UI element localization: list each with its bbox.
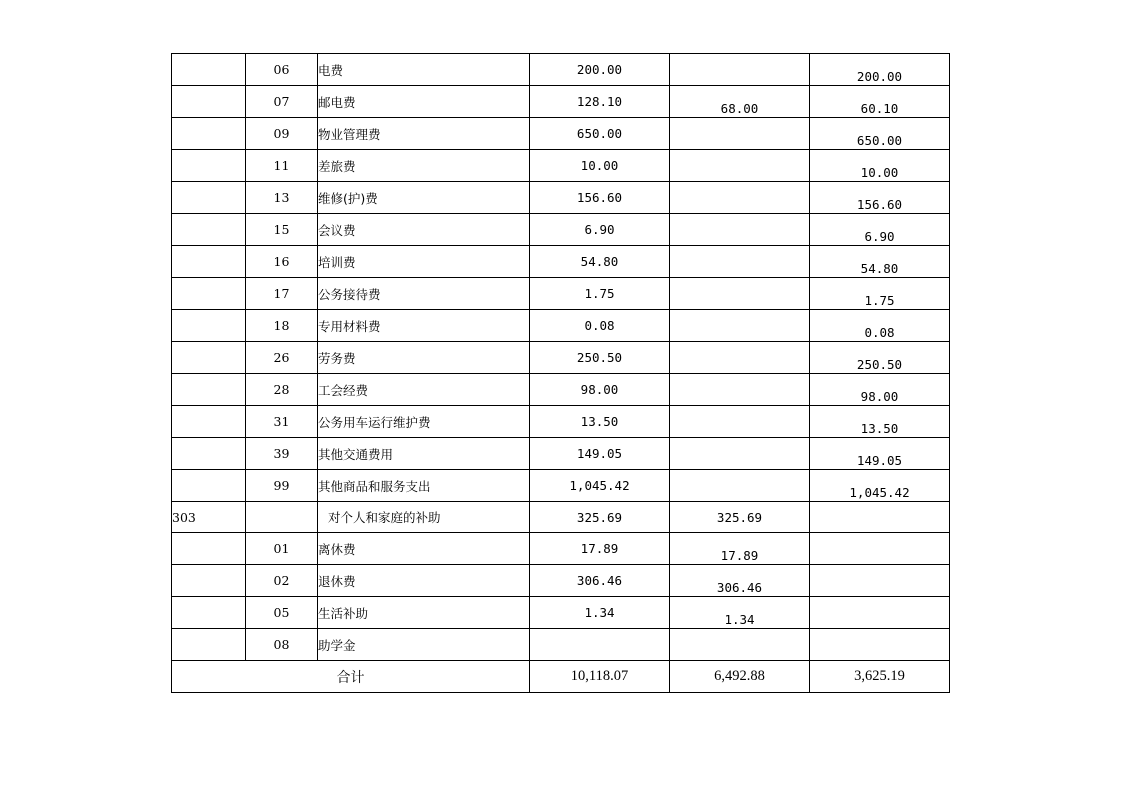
item-code-cell: 28 bbox=[246, 374, 318, 406]
basic-amount-cell bbox=[670, 342, 810, 374]
project-amount-cell bbox=[810, 629, 950, 661]
basic-amount-cell bbox=[670, 246, 810, 278]
total-amount-cell: 13.50 bbox=[530, 406, 670, 438]
class-code-cell bbox=[172, 118, 246, 150]
item-code-cell: 01 bbox=[246, 533, 318, 565]
item-code-cell: 39 bbox=[246, 438, 318, 470]
total-amount-cell: 306.46 bbox=[530, 565, 670, 597]
item-code-cell: 11 bbox=[246, 150, 318, 182]
basic-amount-cell: 68.00 bbox=[670, 86, 810, 118]
table-row bbox=[172, 54, 950, 86]
basic-amount-cell bbox=[670, 629, 810, 661]
class-code-cell bbox=[172, 629, 246, 661]
item-code-cell: 09 bbox=[246, 118, 318, 150]
project-amount-cell: 250.50 bbox=[810, 342, 950, 374]
basic-amount-cell bbox=[670, 214, 810, 246]
item-code-cell: 15 bbox=[246, 214, 318, 246]
basic-amount-cell: 306.46 bbox=[670, 565, 810, 597]
total-amount-cell: 6.90 bbox=[530, 214, 670, 246]
total-row bbox=[172, 661, 950, 693]
total-amount-cell: 0.08 bbox=[530, 310, 670, 342]
item-code-cell: 07 bbox=[246, 86, 318, 118]
basic-amount-cell: 325.69 bbox=[670, 502, 810, 533]
table-row bbox=[172, 182, 950, 214]
project-amount-cell: 54.80 bbox=[810, 246, 950, 278]
class-code-cell bbox=[172, 246, 246, 278]
item-name-cell: 生活补助 bbox=[318, 597, 530, 629]
item-code-cell: 08 bbox=[246, 629, 318, 661]
table-row bbox=[172, 406, 950, 438]
total-amount-cell: 149.05 bbox=[530, 438, 670, 470]
total-amount-cell: 1.34 bbox=[530, 597, 670, 629]
basic-amount-cell bbox=[670, 374, 810, 406]
item-code-cell: 05 bbox=[246, 597, 318, 629]
class-code-cell bbox=[172, 86, 246, 118]
project-amount-cell bbox=[810, 502, 950, 533]
basic-amount-cell: 1.34 bbox=[670, 597, 810, 629]
item-code-cell: 17 bbox=[246, 278, 318, 310]
project-amount-cell: 200.00 bbox=[810, 54, 950, 86]
item-code-cell: 13 bbox=[246, 182, 318, 214]
basic-amount-cell bbox=[670, 54, 810, 86]
class-code-cell bbox=[172, 342, 246, 374]
item-name-cell: 培训费 bbox=[318, 246, 530, 278]
total-amount-cell: 1.75 bbox=[530, 278, 670, 310]
table-row bbox=[172, 629, 950, 661]
item-name-cell: 邮电费 bbox=[318, 86, 530, 118]
item-name-cell: 退休费 bbox=[318, 565, 530, 597]
project-amount-cell: 0.08 bbox=[810, 310, 950, 342]
item-name-cell: 会议费 bbox=[318, 214, 530, 246]
item-code-cell: 16 bbox=[246, 246, 318, 278]
basic-amount-cell bbox=[670, 470, 810, 502]
class-code-cell bbox=[172, 182, 246, 214]
project-amount-cell: 98.00 bbox=[810, 374, 950, 406]
class-code-cell bbox=[172, 374, 246, 406]
class-code-cell: 303 bbox=[172, 502, 246, 533]
item-code-cell: 06 bbox=[246, 54, 318, 86]
project-amount-cell: 650.00 bbox=[810, 118, 950, 150]
class-code-cell bbox=[172, 438, 246, 470]
table-body bbox=[172, 54, 950, 693]
item-name-cell: 劳务费 bbox=[318, 342, 530, 374]
basic-amount-cell bbox=[670, 310, 810, 342]
class-code-cell bbox=[172, 150, 246, 182]
project-amount-cell bbox=[810, 597, 950, 629]
total-amount-cell: 98.00 bbox=[530, 374, 670, 406]
project-amount-cell: 6.90 bbox=[810, 214, 950, 246]
item-name-cell: 对个人和家庭的补助 bbox=[318, 502, 530, 533]
class-code-cell bbox=[172, 406, 246, 438]
item-name-cell: 离休费 bbox=[318, 533, 530, 565]
total-amount-cell: 325.69 bbox=[530, 502, 670, 533]
item-name-cell: 工会经费 bbox=[318, 374, 530, 406]
project-amount-cell: 1,045.42 bbox=[810, 470, 950, 502]
item-code-cell: 31 bbox=[246, 406, 318, 438]
project-total-cell: 3,625.19 bbox=[810, 661, 950, 693]
item-code-cell bbox=[246, 502, 318, 533]
total-amount-cell: 200.00 bbox=[530, 54, 670, 86]
basic-amount-cell bbox=[670, 118, 810, 150]
project-amount-cell: 13.50 bbox=[810, 406, 950, 438]
class-code-cell bbox=[172, 214, 246, 246]
table-row bbox=[172, 438, 950, 470]
class-code-cell bbox=[172, 310, 246, 342]
basic-amount-cell bbox=[670, 150, 810, 182]
item-name-cell: 其他商品和服务支出 bbox=[318, 470, 530, 502]
item-name-cell: 物业管理费 bbox=[318, 118, 530, 150]
basic-total-cell: 6,492.88 bbox=[670, 661, 810, 693]
project-amount-cell bbox=[810, 565, 950, 597]
table-row bbox=[172, 502, 950, 533]
project-amount-cell: 60.10 bbox=[810, 86, 950, 118]
class-code-cell bbox=[172, 565, 246, 597]
total-amount-cell: 54.80 bbox=[530, 246, 670, 278]
project-amount-cell bbox=[810, 533, 950, 565]
item-code-cell: 18 bbox=[246, 310, 318, 342]
total-amount-cell: 250.50 bbox=[530, 342, 670, 374]
total-amount-cell: 17.89 bbox=[530, 533, 670, 565]
total-amount-cell: 128.10 bbox=[530, 86, 670, 118]
expenditure-table bbox=[171, 53, 950, 693]
item-name-cell: 助学金 bbox=[318, 629, 530, 661]
table-row bbox=[172, 214, 950, 246]
total-amount-cell: 650.00 bbox=[530, 118, 670, 150]
total-amount-cell bbox=[530, 629, 670, 661]
project-amount-cell: 10.00 bbox=[810, 150, 950, 182]
total-amount-cell: 10.00 bbox=[530, 150, 670, 182]
project-amount-cell: 156.60 bbox=[810, 182, 950, 214]
total-amount-cell: 1,045.42 bbox=[530, 470, 670, 502]
basic-amount-cell bbox=[670, 438, 810, 470]
total-amount-cell: 156.60 bbox=[530, 182, 670, 214]
basic-amount-cell bbox=[670, 182, 810, 214]
table-row bbox=[172, 565, 950, 597]
item-name-cell: 专用材料费 bbox=[318, 310, 530, 342]
class-code-cell bbox=[172, 470, 246, 502]
item-code-cell: 02 bbox=[246, 565, 318, 597]
table-row bbox=[172, 374, 950, 406]
table-row bbox=[172, 342, 950, 374]
class-code-cell bbox=[172, 597, 246, 629]
project-amount-cell: 149.05 bbox=[810, 438, 950, 470]
grand-total-cell: 10,118.07 bbox=[530, 661, 670, 693]
table-row bbox=[172, 118, 950, 150]
item-name-cell: 维修(护)费 bbox=[318, 182, 530, 214]
total-label: 合计 bbox=[172, 661, 530, 693]
item-code-cell: 99 bbox=[246, 470, 318, 502]
item-name-cell: 其他交通费用 bbox=[318, 438, 530, 470]
class-code-cell bbox=[172, 533, 246, 565]
class-code-cell bbox=[172, 54, 246, 86]
item-name-cell: 公务接待费 bbox=[318, 278, 530, 310]
basic-amount-cell bbox=[670, 278, 810, 310]
basic-amount-cell: 17.89 bbox=[670, 533, 810, 565]
table-row bbox=[172, 150, 950, 182]
table-row bbox=[172, 278, 950, 310]
table-row bbox=[172, 246, 950, 278]
table-row bbox=[172, 310, 950, 342]
class-code-cell bbox=[172, 278, 246, 310]
item-code-cell: 26 bbox=[246, 342, 318, 374]
project-amount-cell: 1.75 bbox=[810, 278, 950, 310]
item-name-cell: 公务用车运行维护费 bbox=[318, 406, 530, 438]
table-row bbox=[172, 597, 950, 629]
table-row bbox=[172, 533, 950, 565]
table-row bbox=[172, 86, 950, 118]
item-name-cell: 差旅费 bbox=[318, 150, 530, 182]
item-name-cell: 电费 bbox=[318, 54, 530, 86]
basic-amount-cell bbox=[670, 406, 810, 438]
table-row bbox=[172, 470, 950, 502]
